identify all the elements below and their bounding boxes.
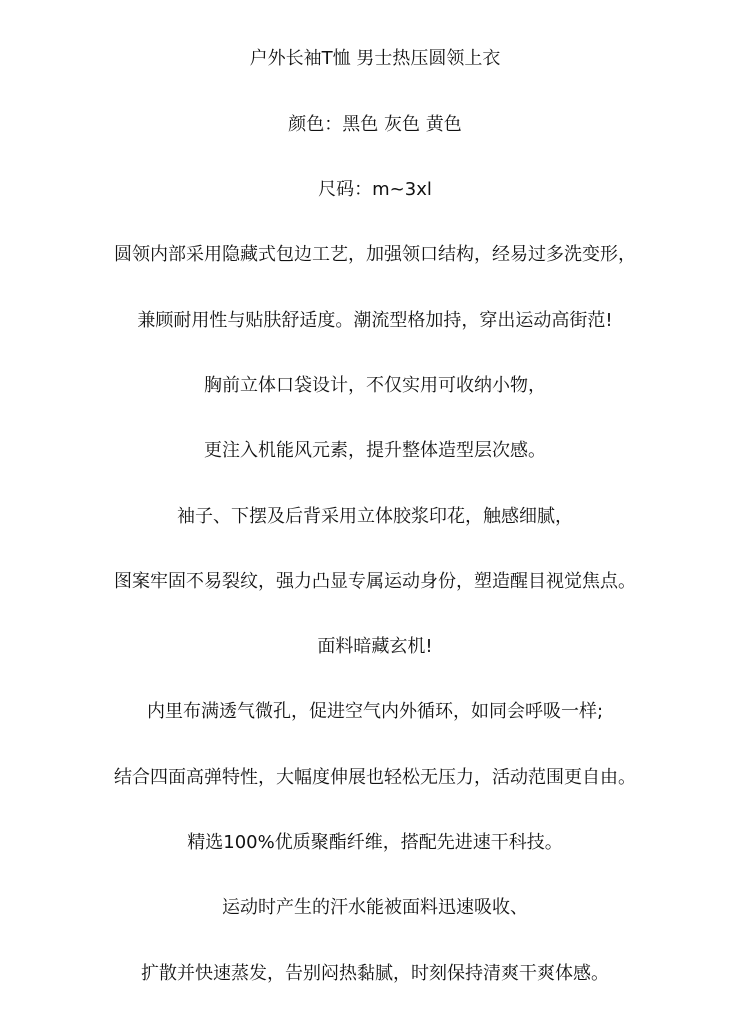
description-line: 精选100%优质聚酯纤维，搭配先进速干科技。	[187, 832, 563, 853]
product-title: 户外长袖T恤 男士热压圆领上衣	[249, 48, 501, 69]
description-line: 结合四面高弹特性，大幅度伸展也轻松无压力，活动范围更自由。	[114, 767, 636, 788]
description-line: 胸前立体口袋设计，不仅实用可收纳小物，	[204, 375, 546, 396]
description-line: 运动时产生的汗水能被面料迅速吸收、	[222, 897, 528, 918]
description-line: 圆领内部采用隐藏式包边工艺，加强领口结构，经易过多洗变形，	[114, 244, 636, 265]
description-line: 扩散并快速蒸发，告别闷热黏腻，时刻保持清爽干爽体感。	[141, 963, 609, 984]
description-line: 袖子、下摆及后背采用立体胶浆印花，触感细腻，	[177, 506, 573, 527]
fabric-heading: 面料暗藏玄机!	[317, 636, 433, 657]
description-line: 图案牢固不易裂纹，强力凸显专属运动身份，塑造醒目视觉焦点。	[114, 571, 636, 592]
description-line: 兼顾耐用性与贴肤舒适度。潮流型格加持，穿出运动高街范!	[137, 310, 613, 331]
color-options: 颜色：黑色 灰色 黄色	[288, 114, 462, 135]
size-range: 尺码：m~3xl	[318, 179, 432, 200]
description-line: 更注入机能风元素，提升整体造型层次感。	[204, 440, 546, 461]
description-line: 内里布满透气微孔，促进空气内外循环，如同会呼吸一样;	[146, 701, 604, 722]
